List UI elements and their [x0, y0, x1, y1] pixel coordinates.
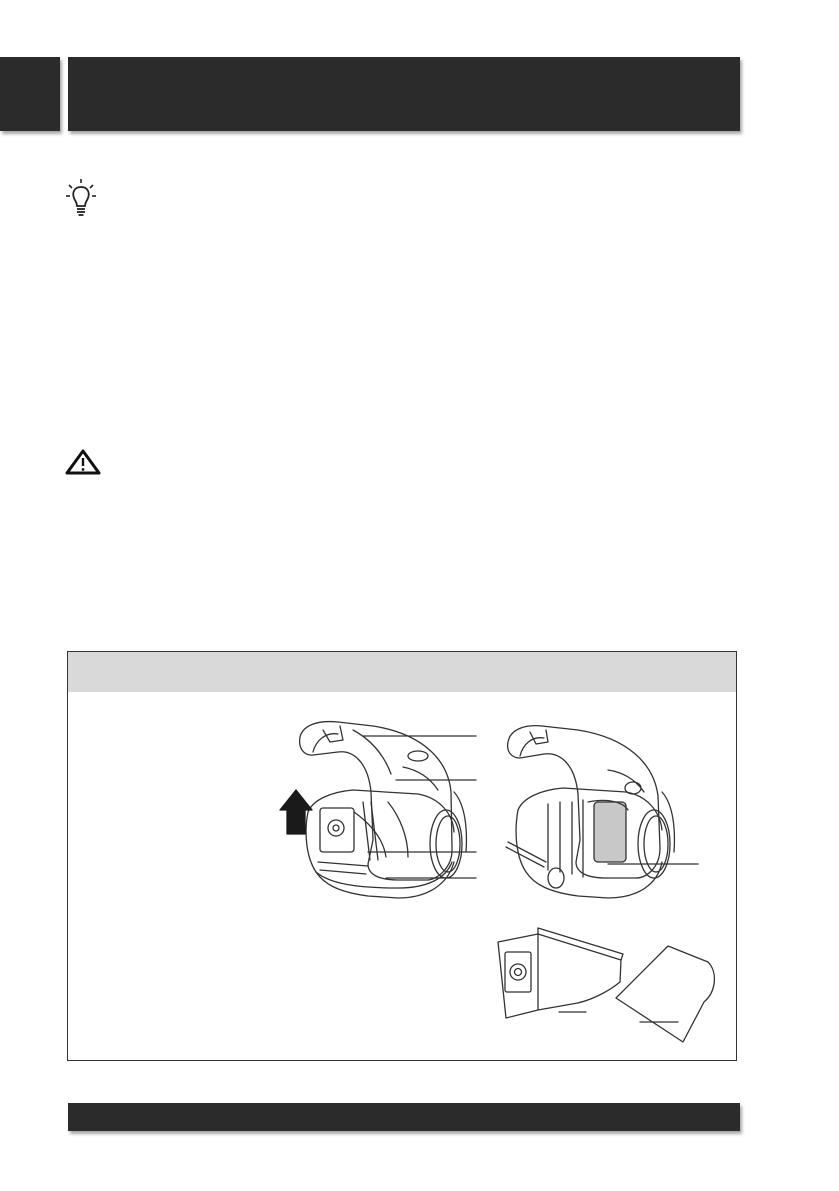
warning-triangle-icon	[65, 449, 101, 475]
page-header-bar	[68, 57, 740, 131]
vacuum-illustration	[68, 652, 736, 1060]
section-tab-marker	[0, 57, 60, 131]
figure-panel	[67, 651, 737, 1061]
filter-sheet-drawing	[616, 946, 714, 1042]
lightbulb-icon	[64, 177, 98, 217]
up-arrow-icon	[280, 790, 312, 834]
vacuum-open-empty-drawing	[506, 726, 674, 898]
vacuum-open-with-bag-drawing	[300, 722, 467, 898]
dust-bag-drawing	[498, 928, 623, 1018]
page-footer-bar	[68, 1103, 740, 1131]
